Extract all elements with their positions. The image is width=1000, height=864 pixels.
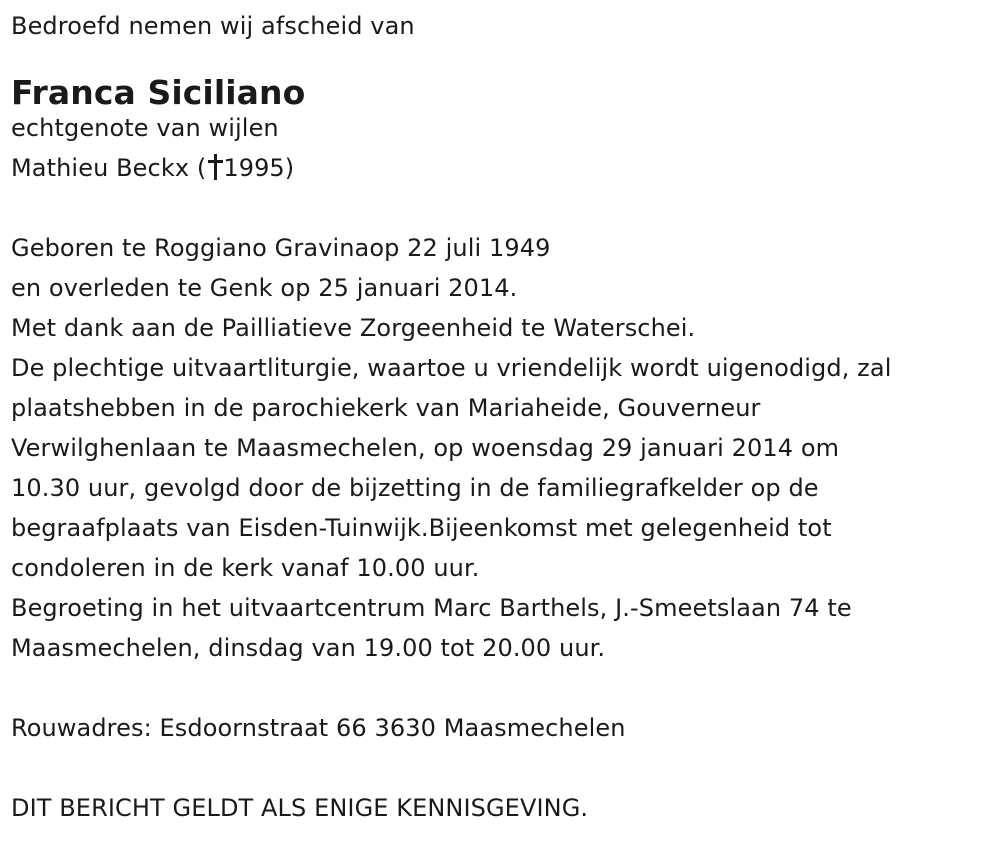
body-line: begraafplaats van Eisden-Tuinwijk.Bijeenkomst met gelegenheid tot [11,514,832,542]
body-line: Met dank aan de Pailliatieve Zorgeenheid te Waterschei. [11,314,696,342]
body-line: condoleren in de kerk vanaf 10.00 uur. [11,554,480,582]
spacer [11,188,996,228]
spouse-line [11,148,996,188]
cross-icon [208,154,222,180]
body-line: plaatshebben in de parochiekerk van Mariaheide, Gouverneur [11,394,761,422]
spacer [11,748,996,788]
relation-text: echtgenote van wijlen [11,114,279,142]
notice-body [11,228,996,668]
death-notice [11,6,996,828]
closing-notice: DIT BERICHT GELDT ALS ENIGE KENNISGEVING. [11,794,589,822]
body-line: Geboren te Roggiano Gravinaop 22 juli 1949 [11,234,551,262]
deceased-name: Franca Siciliano [11,73,306,112]
spouse-name: Mathieu Beckx ( [11,154,207,182]
body-line: Maasmechelen, dinsdag van 19.00 tot 20.00 uur. [11,634,606,662]
spouse-death-year: 1995) [223,154,295,182]
body-line: en overleden te Genk op 25 januari 2014. [11,274,518,302]
mourning-address: Rouwadres: Esdoornstraat 66 3630 Maasmechelen [11,714,626,742]
body-line: Verwilghenlaan te Maasmechelen, op woensdag 29 januari 2014 om [11,434,840,462]
spacer [11,668,996,708]
body-line: De plechtige uitvaartliturgie, waartoe u vriendelijk wordt uigenodigd, zal [11,354,892,382]
body-line: Begroeting in het uitvaartcentrum Marc Barthels, J.-Smeetslaan 74 te [11,594,852,622]
body-line: 10.30 uur, gevolgd door de bijzetting in de familiegrafkelder op de [11,474,819,502]
intro-text: Bedroefd nemen wij afscheid van [11,12,415,40]
